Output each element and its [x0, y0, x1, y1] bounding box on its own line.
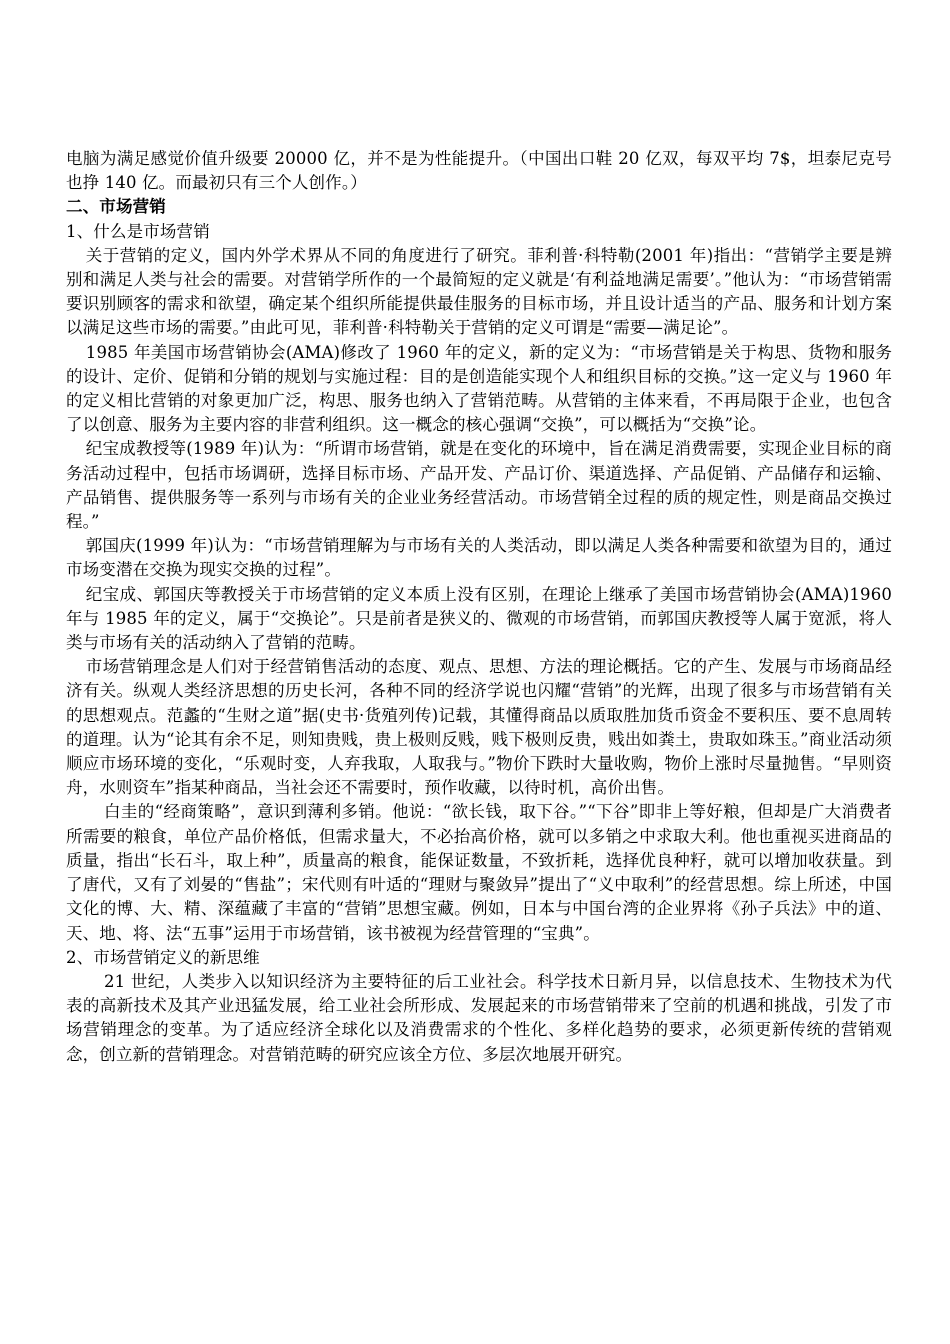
- subsection-heading-new-thinking: 2、市场营销定义的新思维: [66, 947, 260, 967]
- paragraph-ama-definition: 1985 年美国市场营销协会(AMA)修改了 1960 年的定义，新的定义为：“市场营销是关于构思、货物和服务的设计、定价、促销和分销的规划与实施过程：目的是创造能实现个人和组织目标的交换。”这一定义与 1960 年的定义相比营销的对象更加广泛，构思、服务也纳入了营销范畴。从营销的主体来看，不再局限于企业，也包含了以创意、服务为主要内容的非营利组织。这一概念的核心强调“交换”，可以概括为“交换”论。: [66, 342, 892, 435]
- paragraph-exchange-theory: 纪宝成、郭国庆等教授关于市场营销的定义本质上没有区别，在理论上继承了美国市场营销协会(AMA)1960 年与 1985 年的定义，属于“交换论”。只是前者是狭义的、微观的市场营销，而郭国庆教授等人属于宽派，将人类与市场有关的活动纳入了营销的范畴。: [66, 584, 892, 653]
- paragraph-guo-guoqing: 郭国庆(1999 年)认为：“市场营销理解为与市场有关的人类活动，即以满足人类各种需要和欲望为目的，通过市场变潜在交换为现实交换的过程”。: [66, 536, 892, 580]
- paragraph-marketing-concept: 市场营销理念是人们对于经营销售活动的态度、观点、思想、方法的理论概括。它的产生、发展与市场商品经济有关。纵观人类经济思想的历史长河，各种不同的经济学说也闪耀“营销”的光辉，出现了很多与市场营销有关的思想观点。范蠡的“生财之道”据(史书·货殖列传)记载，其懂得商品以质取胜加货币资金不要积压、要不息周转的道理。认为“论其有余不足，则知贵贱，贵上极则反贱，贱下极则反贵，贱出如粪土，贵取如珠玉。”商业活动须顺应市场环境的变化，“乐观时变，人弃我取，人取我与。”物价下跌时大量收购，物价上涨时尽量抛售。“早则资舟，水则资车”指某种商品，当社会还不需要时，预作收藏，以待时机，高价出售。: [66, 657, 892, 798]
- paragraph-kotler-definition: 关于营销的定义，国内外学术界从不同的角度进行了研究。菲利普·科特勒(2001 年)指出：“营销学主要是辨别和满足人类与社会的需要。对营销学所作的一个最简短的定义就是‘有利益地满足需要’。”他认为：“市场营销需要识别顾客的需求和欲望，确定某个组织所能提供最佳服务的目标市场，并且设计适当的产品、服务和计划方案以满足这些市场的需要。”由此可见，菲利普·科特勒关于营销的定义可谓是“需要—满足论”。: [66, 245, 892, 338]
- paragraph-baigui: 白圭的“经商策略”，意识到薄利多销。他说：“欲长钱，取下谷。”“下谷”即非上等好粮，但却是广大消费者所需要的粮食，单位产品价格低，但需求量大，不必抬高价格，就可以多销之中求取大利。他也重视买进商品的质量，指出“长石斗，取上种”，质量高的粮食，能保证数量，不致折耗，选择优良种籽，就可以增加收获量。到了唐代，又有了刘晏的“售盐”；宋代则有叶适的“理财与聚敛异”提出了“义中取利”的经营思想。综上所述，中国文化的博、大、精、深蕴藏了丰富的“营销”思想宝藏。例如，日本与中国台湾的企业界将《孙子兵法》中的道、天、地、将、法“五事”运用于市场营销，该书被视为经营管理的“宝典”。: [66, 802, 892, 943]
- intro-paragraph: 电脑为满足感觉价值升级要 20000 亿，并不是为性能提升。（中国出口鞋 20 亿双，每双平均 7$，坦泰尼克号也挣 140 亿。而最初只有三个人创作。）: [66, 149, 892, 193]
- section-heading: 二、市场营销: [66, 197, 166, 217]
- subsection-heading-what-is-marketing: 1、什么是市场营销: [66, 221, 210, 241]
- document-body: [66, 147, 892, 1067]
- paragraph-ji-baocheng: 纪宝成教授等(1989 年)认为：“所谓市场营销，就是在变化的环境中，旨在满足消费需要，实现企业目标的商务活动过程中，包括市场调研，选择目标市场、产品开发、产品订价、渠道选择、产品促销、产品储存和运输、产品销售、提供服务等一系列与市场有关的企业业务经营活动。市场营销全过程的质的规定性，则是商品交换过程。”: [66, 439, 892, 532]
- paragraph-21st-century: 21 世纪，人类步入以知识经济为主要特征的后工业社会。科学技术日新月异，以信息技术、生物技术为代表的高新技术及其产业迅猛发展，给工业社会所形成、发展起来的市场营销带来了空前的机遇和挑战，引发了市场营销理念的变革。为了适应经济全球化以及消费需求的个性化、多样化趋势的要求，必须更新传统的营销观念，创立新的营销理念。对营销范畴的研究应该全方位、多层次地展开研究。: [66, 971, 892, 1064]
